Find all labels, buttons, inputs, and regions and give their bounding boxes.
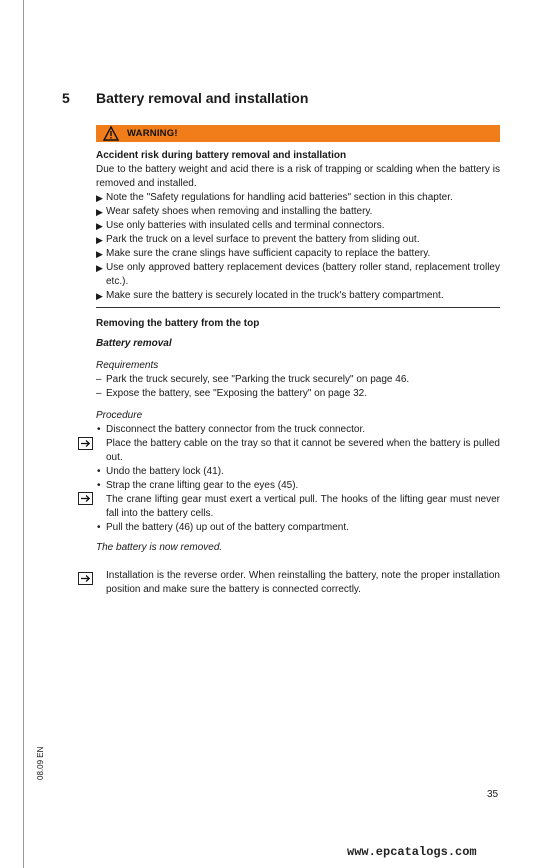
watermark-text: www.epcatalogs.com [347, 845, 477, 859]
warning-item: ▶ Wear safety shoes when removing and installing the battery. [96, 206, 373, 217]
warning-item: ▶ Note the "Safety regulations for handling acid batteries" section in this chapter. [96, 192, 453, 203]
note-arrow-icon [78, 492, 93, 505]
installation-note: Installation is the reverse order. When reinstalling the battery, note the proper installation position and make sure the battery is connected correctly. [106, 570, 500, 595]
requirement-item: – Expose the battery, see "Exposing the battery" on page 32. [96, 388, 367, 399]
page-content [96, 149, 500, 597]
procedure-step: • Pull the battery (46) up out of the battery compartment. [97, 522, 349, 533]
warning-divider [96, 307, 500, 308]
procedure-step-note: Place the battery cable on the tray so that it cannot be severed when the battery is pulled out. [106, 438, 500, 463]
triangle-bullet-icon: ▶ [96, 263, 103, 273]
section-number: 5 [62, 90, 70, 106]
section-title: Battery removal and installation [96, 90, 309, 106]
removing-heading: Removing the battery from the top [96, 318, 260, 329]
procedure-step: • Disconnect the battery connector from the truck connector. [97, 424, 366, 435]
note-arrow-icon [78, 572, 93, 585]
triangle-bullet-icon: ▶ [96, 235, 103, 245]
warning-intro: Due to the battery weight and acid there is a risk of trapping or scalding when the battery is removed and installed. [96, 164, 500, 189]
note-arrow-icon [78, 437, 93, 450]
triangle-bullet-icon: ▶ [96, 193, 103, 203]
warning-item: ▶ Make sure the crane slings have sufficient capacity to replace the battery. [96, 248, 431, 259]
warning-heading: Accident risk during battery removal and installation [96, 150, 347, 161]
page-number: 35 [487, 789, 499, 800]
triangle-bullet-icon: ▶ [96, 207, 103, 217]
triangle-bullet-icon: ▶ [96, 221, 103, 231]
procedure-step-note: The crane lifting gear must exert a vertical pull. The hooks of the lifting gear must never fall into the battery cells. [106, 494, 500, 519]
procedure-step: • Strap the crane lifting gear to the eyes (45). [97, 480, 299, 491]
warning-item: ▶ Park the truck on a level surface to prevent the battery from sliding out. [96, 234, 420, 245]
procedure-step: • Undo the battery lock (41). [97, 466, 224, 477]
battery-removal-subheading: Battery removal [96, 338, 172, 349]
requirement-item: – Park the truck securely, see "Parking the truck securely" on page 46. [96, 374, 410, 385]
warning-item: ▶ Use only batteries with insulated cells and terminal connectors. [96, 220, 385, 231]
procedure-label: Procedure [96, 410, 143, 421]
triangle-bullet-icon: ▶ [96, 291, 103, 301]
warning-label: WARNING! [127, 128, 178, 139]
triangle-bullet-icon: ▶ [96, 249, 103, 259]
warning-item: ▶ Make sure the battery is securely located in the truck's battery compartment. [96, 290, 444, 301]
result-text: The battery is now removed. [96, 542, 223, 553]
warning-list [96, 191, 500, 303]
warning-bar [96, 125, 500, 142]
document-code: 08.09 EN [36, 746, 45, 780]
page-margin-rule [23, 0, 24, 868]
warning-triangle-icon [103, 126, 119, 141]
warning-item: ▶ Use only approved battery replacement devices (battery roller stand, replacement trolley etc.). [96, 262, 500, 287]
requirements-label: Requirements [96, 360, 159, 371]
